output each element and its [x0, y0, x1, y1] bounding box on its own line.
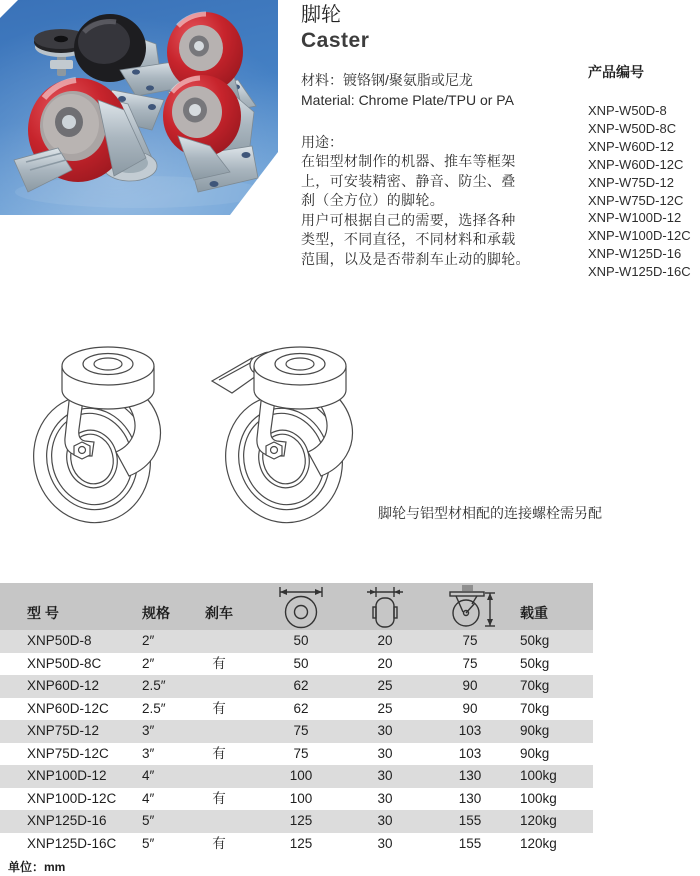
cell-brake	[180, 630, 258, 653]
cell-wheel-width: 30	[377, 813, 393, 828]
cell-wheel-diameter: 50	[293, 655, 309, 671]
wheel-diameter-icon	[274, 585, 328, 629]
caster-line-drawing-plain	[12, 336, 187, 532]
cell-wheel-diameter: 62	[293, 678, 309, 693]
table-row	[0, 765, 593, 788]
table-row	[0, 675, 593, 698]
cell-load: 100kg	[520, 768, 557, 783]
table-row	[0, 630, 593, 653]
cell-wheel-width: 20	[377, 655, 393, 671]
col-header-wheel-width	[344, 583, 426, 630]
table-row	[0, 810, 593, 833]
cell-wheel-diameter: 100	[289, 790, 313, 806]
cell-spec: 2″	[142, 655, 155, 671]
cell-spec: 3″	[142, 723, 155, 738]
cell-brake: 有	[212, 700, 226, 716]
cell-brake	[180, 810, 258, 833]
product-code: XNP-W60D-12	[588, 138, 674, 154]
usage-label: 用途：	[301, 134, 343, 150]
cell-height: 155	[458, 813, 482, 828]
usage-line: 类型，不同直径，不同材料和承载	[301, 231, 516, 247]
product-code: XNP-W125D-16C	[588, 264, 691, 280]
cell-brake: 有	[212, 745, 226, 761]
cell-spec: 5″	[142, 835, 155, 851]
table-row	[0, 788, 593, 811]
cell-height: 130	[458, 768, 482, 783]
col-header-brake: 刹车	[205, 605, 233, 621]
cell-height: 90	[462, 678, 478, 693]
title-block	[301, 2, 573, 269]
cell-height: 103	[458, 745, 482, 761]
cell-load: 70kg	[520, 678, 550, 693]
cell-wheel-width: 25	[377, 700, 393, 716]
cell-brake: 有	[212, 655, 226, 671]
product-codes-section	[588, 62, 698, 281]
cell-wheel-diameter: 125	[289, 835, 313, 851]
usage-line: 范围，以及是否带刹车止动的脚轮。	[301, 250, 530, 267]
cell-wheel-width: 30	[377, 790, 393, 806]
cell-brake	[180, 675, 258, 698]
page-title-en: Caster	[301, 29, 370, 52]
cell-height: 75	[462, 655, 478, 671]
product-code: XNP-W125D-16	[588, 246, 682, 262]
cell-model: XNP100D-12C	[27, 790, 117, 806]
cell-load: 50kg	[520, 633, 550, 648]
cell-wheel-diameter: 62	[293, 700, 309, 716]
cell-spec: 2.5″	[142, 678, 166, 693]
product-code: XNP-W50D-8C	[588, 120, 677, 136]
spec-table-header	[0, 583, 593, 630]
cell-wheel-width: 30	[377, 835, 393, 851]
product-code: XNP-W75D-12	[588, 174, 674, 190]
col-header-spec: 规格	[142, 605, 170, 621]
bolt-note: 脚轮与铝型材相配的连接螺栓需另配	[378, 505, 602, 521]
table-row	[0, 653, 593, 676]
usage-line: 上，可安装精密、静音、防尘、叠	[301, 172, 516, 189]
cell-spec: 4″	[142, 768, 155, 783]
product-code: XNP-W60D-12C	[588, 156, 684, 172]
mounting-height-icon	[443, 584, 497, 630]
table-row	[0, 743, 593, 766]
material-zh: 材料：镀铬钢/聚氨脂或尼龙	[301, 72, 473, 88]
cell-load: 90kg	[520, 745, 550, 761]
cell-spec: 2″	[142, 633, 155, 648]
cell-load: 70kg	[520, 700, 550, 716]
product-codes-list	[588, 102, 698, 281]
usage-line: 用户可根据自己的需要，选择各种	[301, 211, 516, 228]
cell-load: 50kg	[520, 655, 550, 671]
table-row	[0, 833, 593, 856]
cell-brake	[180, 720, 258, 743]
col-header-model: 型 号	[27, 605, 59, 621]
caster-product-photo	[0, 0, 278, 218]
cell-wheel-diameter: 100	[289, 768, 313, 783]
col-header-load: 载重	[520, 605, 548, 621]
caster-line-drawing-with-brake	[196, 331, 374, 533]
cell-height: 75	[462, 633, 478, 648]
cell-model: XNP125D-16C	[27, 835, 117, 851]
cell-brake: 有	[212, 790, 226, 806]
cell-model: XNP50D-8C	[27, 655, 102, 671]
cell-spec: 2.5″	[142, 700, 166, 716]
product-code: XNP-W50D-8	[588, 103, 667, 118]
col-header-mounting-height	[426, 583, 514, 630]
cell-wheel-width: 25	[377, 678, 393, 693]
spec-table	[0, 583, 593, 855]
cell-wheel-width: 30	[377, 768, 393, 783]
cell-height: 103	[458, 723, 482, 738]
cell-wheel-width: 30	[377, 745, 393, 761]
cell-wheel-diameter: 125	[289, 813, 313, 828]
cell-load: 120kg	[520, 813, 557, 828]
cell-brake	[180, 765, 258, 788]
product-code: XNP-W100D-12C	[588, 228, 691, 244]
cell-wheel-width: 30	[377, 723, 393, 738]
cell-spec: 4″	[142, 790, 155, 806]
usage-line: 在铝型材制作的机器、推车等框架	[301, 153, 516, 169]
cell-wheel-width: 20	[377, 633, 393, 648]
cell-load: 90kg	[520, 723, 550, 738]
cell-spec: 3″	[142, 745, 155, 761]
cell-height: 130	[458, 790, 482, 806]
cell-model: XNP100D-12	[27, 768, 107, 783]
page-title-zh: 脚轮	[301, 4, 341, 26]
product-code: XNP-W100D-12	[588, 210, 682, 226]
material-en: Material: Chrome Plate/TPU or PA	[301, 92, 514, 108]
usage-section	[301, 132, 573, 269]
product-code: XNP-W75D-12C	[588, 192, 684, 208]
material-section	[301, 70, 573, 110]
col-header-wheel-diameter	[258, 583, 344, 630]
cell-wheel-diameter: 75	[293, 723, 309, 738]
cell-model: XNP75D-12C	[27, 745, 109, 761]
table-row	[0, 720, 593, 743]
cell-wheel-diameter: 50	[293, 633, 309, 648]
cell-model: XNP60D-12C	[27, 700, 109, 716]
product-codes-title: 产品编号	[588, 64, 644, 80]
cell-wheel-diameter: 75	[293, 745, 309, 761]
unit-note: 单位：mm	[8, 860, 66, 874]
cell-spec: 5″	[142, 813, 155, 828]
cell-height: 90	[462, 700, 478, 716]
usage-line: 刹（全方位）的脚轮。	[301, 192, 444, 208]
table-row	[0, 698, 593, 721]
cell-load: 120kg	[520, 835, 557, 851]
cell-model: XNP75D-12	[27, 723, 100, 738]
cell-model: XNP125D-16	[27, 813, 107, 828]
cell-brake: 有	[212, 835, 226, 851]
wheel-width-icon	[364, 585, 406, 629]
cell-height: 155	[458, 835, 482, 851]
cell-model: XNP60D-12	[27, 678, 100, 693]
cell-model: XNP50D-8	[27, 633, 92, 648]
cell-load: 100kg	[520, 790, 557, 806]
